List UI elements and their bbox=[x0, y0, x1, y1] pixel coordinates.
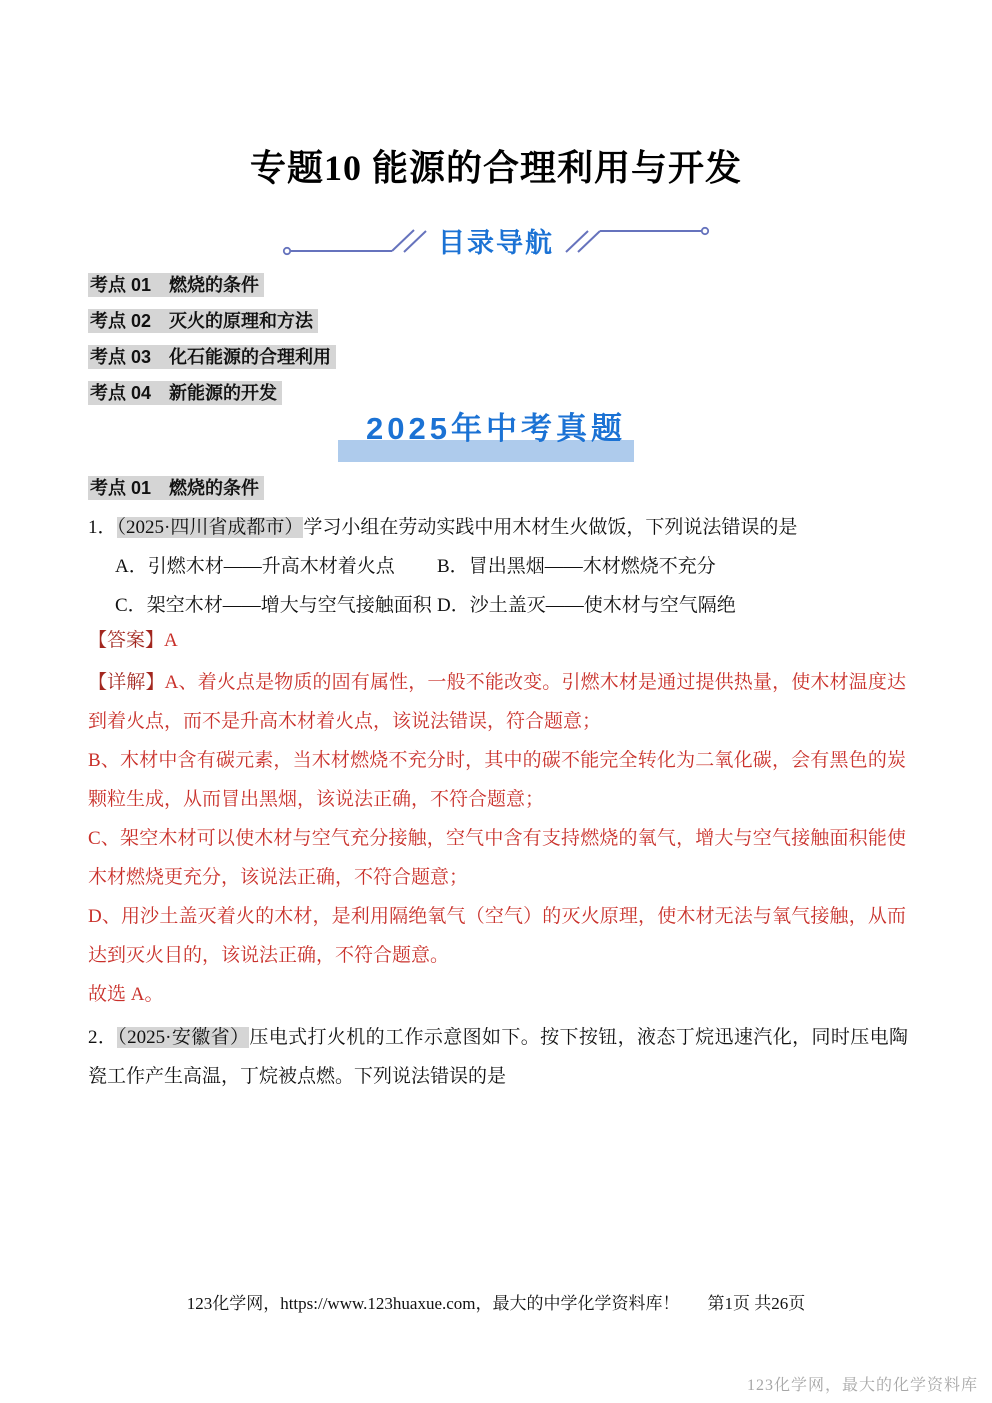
option-b: B．冒出黑烟——木材燃烧不充分 bbox=[437, 556, 716, 577]
watermark-text: 123化学网，最大的化学资料库 bbox=[746, 1377, 978, 1394]
toc-list bbox=[88, 273, 336, 417]
nav-decoration-left-icon bbox=[280, 218, 430, 262]
section-header: 考点 01 燃烧的条件 bbox=[88, 476, 264, 500]
footer-page-number: 第1页 共26页 bbox=[707, 1294, 806, 1313]
question-1-source-tag: （2025·四川省成都市） bbox=[116, 517, 304, 538]
page-title: 专题10 能源的合理利用与开发 bbox=[249, 148, 742, 188]
toc-item-03: 考点 03 化石能源的合理利用 bbox=[88, 345, 336, 369]
option-d: D．沙土盖灭——使木材与空气隔绝 bbox=[437, 595, 736, 616]
question-1-number: 1． bbox=[88, 517, 117, 538]
answer-line bbox=[88, 628, 178, 654]
explanation-paragraph-b: B、木材中含有碳元素，当木材燃烧不充分时，其中的碳不能完全转化为二氧化碳，会有黑色的炭颗粒生成，从而冒出黑烟，该说法正确，不符合题意； bbox=[88, 750, 906, 810]
conclusion-line: 故选 A。 bbox=[88, 984, 164, 1005]
question-2-source-tag: （2025·安徽省） bbox=[117, 1027, 250, 1048]
explanation-paragraph-d: D、用沙土盖灭着火的木材，是利用隔绝氧气（空气）的灭火原理，使木材无法与氧气接触，从而达到灭火目的，该说法正确，不符合题意。 bbox=[88, 906, 906, 966]
question-2 bbox=[88, 1018, 908, 1096]
answer-marker: 【答案】 bbox=[88, 630, 165, 651]
option-c: C．架空木材——增大与空气接触面积 bbox=[115, 595, 432, 616]
explanation-paragraph-c: C、架空木材可以使木材与空气充分接触，空气中含有支持燃烧的氧气，增大与空气接触面积能使木材燃烧更充分，该说法正确，不符合题意； bbox=[88, 828, 906, 888]
page-footer bbox=[0, 1293, 992, 1315]
explanation-paragraph-a: 【详解】A、着火点是物质的固有属性，一般不能改变。引燃木材是通过提供热量，使木材温度达到着火点，而不是升高木材着火点，该说法错误，符合题意； bbox=[88, 672, 906, 732]
toc-item-01: 考点 01 燃烧的条件 bbox=[88, 273, 264, 297]
question-1-stem: 学习小组在劳动实践中用木材生火做饭，下列说法错误的是 bbox=[303, 517, 798, 538]
detail-marker: 【详解】 bbox=[88, 672, 165, 693]
nav-decoration-right-icon bbox=[562, 218, 712, 262]
question-1-options bbox=[88, 554, 908, 619]
explanation-block bbox=[88, 663, 906, 1014]
toc-nav-banner bbox=[0, 218, 992, 262]
banner-label: 2025年中考真题 bbox=[366, 411, 626, 446]
exam-year-banner bbox=[0, 408, 992, 456]
option-a: A．引燃木材——升高木材着火点 bbox=[115, 556, 395, 577]
answer-value: A bbox=[164, 630, 178, 651]
toc-item-04: 考点 04 新能源的开发 bbox=[88, 381, 282, 405]
nav-banner-label: 目录导航 bbox=[438, 227, 554, 258]
question-1 bbox=[88, 513, 908, 543]
question-2-stem: 压电式打火机的工作示意图如下。按下按钮，液态丁烷迅速汽化，同时压电陶瓷工作产生高温，丁烷被点燃。下列说法错误的是 bbox=[88, 1027, 908, 1087]
footer-site-text: 123化学网，https://www.123huaxue.com，最大的中学化学资料库！ bbox=[186, 1294, 680, 1313]
question-2-number: 2． bbox=[88, 1027, 118, 1048]
toc-item-02: 考点 02 灭火的原理和方法 bbox=[88, 309, 318, 333]
